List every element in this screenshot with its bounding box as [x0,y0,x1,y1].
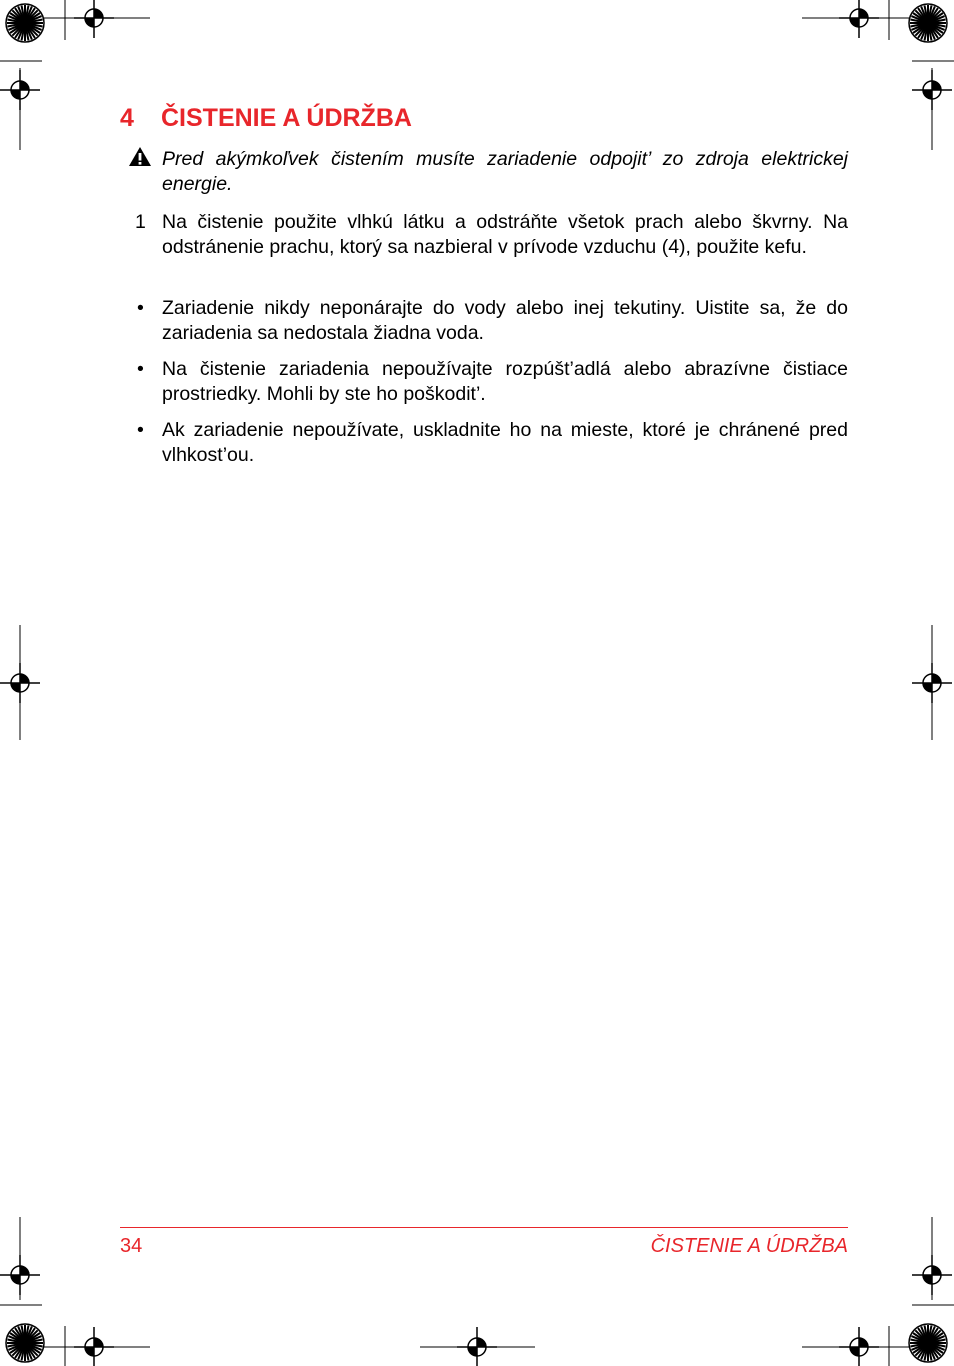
section-title: ČISTENIE A ÚDRŽBA [161,104,412,132]
bullet: • [137,297,144,319]
footer-section-title: ČISTENIE A ÚDRŽBA [650,1235,848,1257]
bullet: • [137,419,144,441]
bullet: • [137,358,144,380]
footer-divider [120,1227,848,1228]
section-number: 4 [120,104,134,132]
safety-note: Pred akýmkoľvek čistením musíte zariadenie odpojit’ zo zdroja elektrickej energie. [162,148,848,195]
list-item: Zariadenie nikdy neponárajte do vody alebo inej tekutiny. Uistite sa, že do zariadenia sa nedostala žiadna voda. [162,297,848,344]
page-number: 34 [120,1235,143,1257]
list-item: Na čistenie zariadenia nepoužívajte rozpúšt’adlá alebo abrazívne čistiace prostriedky. Mohli by ste ho poškodit’. [162,358,848,405]
list-item: Ak zariadenie nepoužívate, uskladnite ho na mieste, ktoré je chránené pred vlhkost’ou. [162,419,848,466]
section-heading [120,104,412,133]
step-number: 1 [135,211,146,233]
warning-triangle-icon [128,146,152,167]
list-item: Na čistenie použite vlhkú látku a odstráňte všetok prach alebo škvrny. Na odstránenie prachu, ktorý sa nazbieral v prívode vzduchu (4), použite kefu. [162,211,848,258]
